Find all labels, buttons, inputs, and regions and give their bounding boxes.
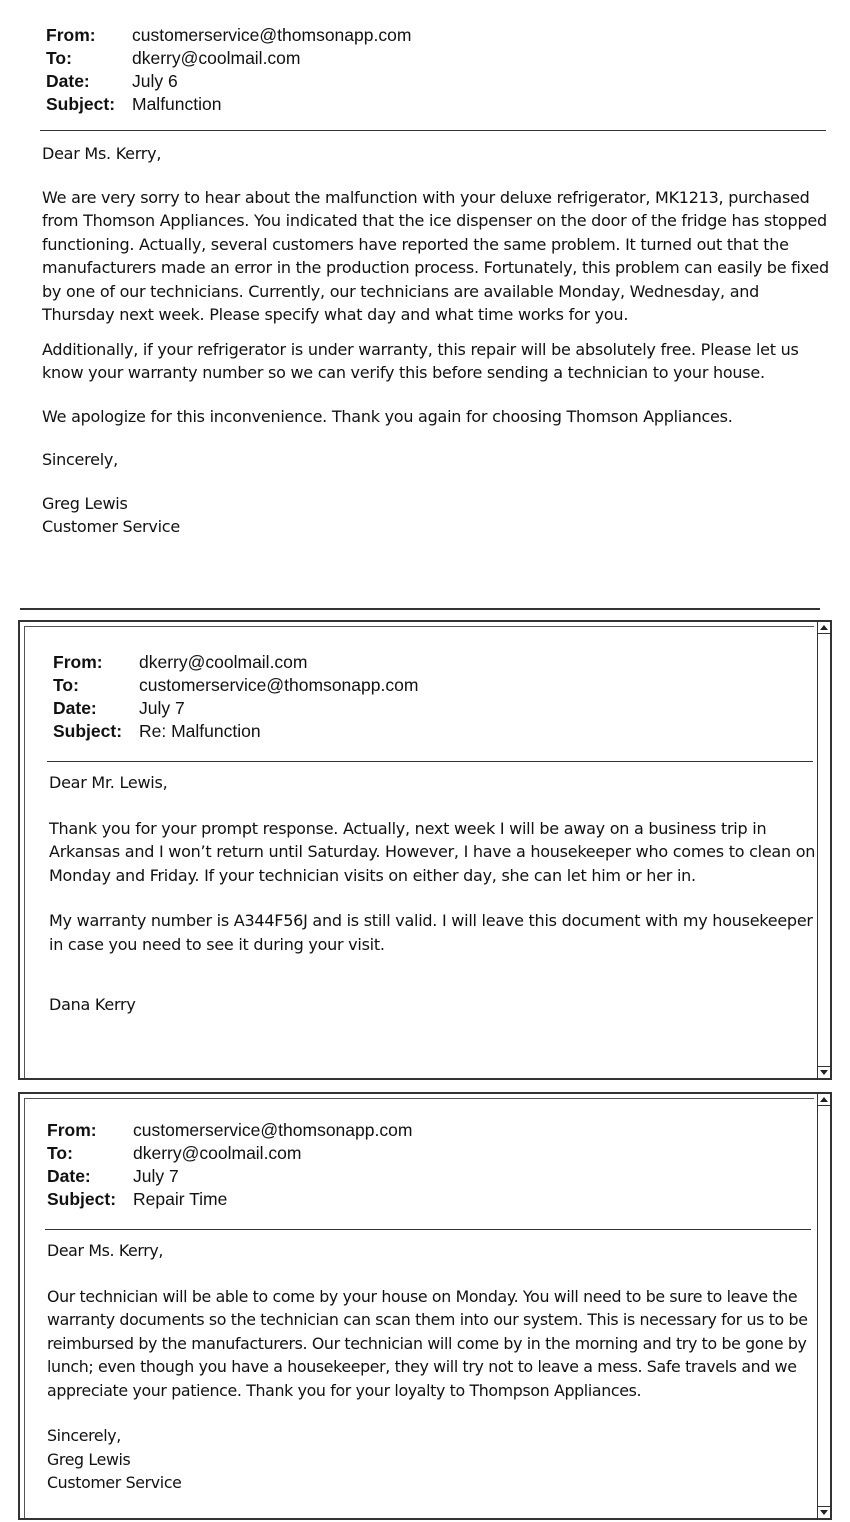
paragraph: Thank you for your prompt response. Actually, next week I will be away on a business trip in Arkansas and I won’t return until Saturday. However, I have a housekeeper who comes to clean on Monday and Friday. If your technician visits on either day, she can let him or her in. — [49, 818, 816, 885]
signature-title: Customer Service — [47, 1473, 182, 1492]
scroll-up-arrow-icon[interactable] — [818, 1094, 830, 1106]
date-label: Date: — [46, 71, 90, 91]
paragraph: Our technician will be able to come by your house on Monday. You will need to be sure to leave the warranty documents so the technician can scan them into our system. This is necessary for us to be reimbursed by the manufacturers. Our technician will come by in the morning and try to be gone by lunch; even though you have a housekeeper, they will try not to leave a mess. Safe travels and we appreciate your patience. Thank you for your loyalty to Thompson Appliances. — [47, 1286, 808, 1400]
email-3-window — [18, 1092, 832, 1520]
email-pane — [24, 626, 814, 1078]
email-pane — [24, 1098, 814, 1518]
header-divider — [47, 761, 813, 762]
from-label: From: — [47, 1120, 97, 1140]
date-label: Date: — [47, 1166, 91, 1186]
email-separator — [20, 608, 820, 610]
to-address: customerservice@thomsonapp.com — [139, 675, 419, 695]
scrollbar[interactable] — [817, 622, 830, 1078]
date-value: July 6 — [132, 71, 178, 91]
date-value: July 7 — [139, 698, 185, 718]
header-divider — [40, 130, 826, 131]
scrollbar[interactable] — [817, 1094, 830, 1518]
subject-value: Re: Malfunction — [139, 721, 261, 741]
email-body — [47, 1239, 817, 1495]
greeting: Dear Mr. Lewis, — [49, 773, 168, 792]
email-body — [42, 142, 832, 539]
header-divider — [45, 1229, 811, 1230]
signature-name: Dana Kerry — [49, 995, 136, 1014]
from-address: customerservice@thomsonapp.com — [132, 25, 412, 45]
scroll-up-arrow-icon[interactable] — [818, 622, 830, 634]
to-address: dkerry@coolmail.com — [133, 1143, 302, 1163]
subject-value: Malfunction — [132, 94, 222, 114]
email-header — [53, 651, 418, 743]
scroll-down-arrow-icon[interactable] — [818, 1506, 830, 1518]
closing: Sincerely, — [42, 450, 118, 469]
subject-label: Subject: — [47, 1189, 117, 1209]
from-address: customerservice@thomsonapp.com — [133, 1120, 413, 1140]
email-2-window — [18, 620, 832, 1080]
to-label: To: — [53, 675, 79, 695]
paragraph: We apologize for this inconvenience. Thank you again for choosing Thomson Appliances. — [42, 406, 733, 426]
email-body — [49, 771, 819, 1017]
signature-name: Greg Lewis — [47, 1449, 131, 1469]
from-label: From: — [53, 652, 103, 672]
paragraph: We are very sorry to hear about the malfunction with your deluxe refrigerator, MK1213, purchased from Thomson Appliances. You indicated that the ice dispenser on the door of the fridge has stopped functioning. Actually, several customers have reported the same problem. It turned out that the manufacturers made an error in the production process. Fortunately, this problem can easily be fixed by one of our technicians. Currently, our technicians are available Monday, Wednesday, and Thursday next week. Please specify what day and what time works for you. — [42, 187, 829, 324]
subject-label: Subject: — [46, 94, 116, 114]
scroll-down-arrow-icon[interactable] — [818, 1066, 830, 1078]
email-header — [47, 1119, 412, 1211]
email-1 — [0, 0, 850, 620]
to-address: dkerry@coolmail.com — [132, 48, 301, 68]
greeting: Dear Ms. Kerry, — [47, 1241, 164, 1260]
signature-title: Customer Service — [42, 517, 180, 536]
subject-label: Subject: — [53, 721, 123, 741]
date-value: July 7 — [133, 1166, 179, 1186]
to-label: To: — [46, 48, 72, 68]
email-header — [46, 24, 411, 116]
to-label: To: — [47, 1143, 73, 1163]
closing: Sincerely, — [47, 1426, 121, 1445]
subject-value: Repair Time — [133, 1189, 228, 1209]
from-address: dkerry@coolmail.com — [139, 652, 308, 672]
from-label: From: — [46, 25, 96, 45]
paragraph: Additionally, if your refrigerator is under warranty, this repair will be absolutely free. Please let us know your warranty number so we can verify this before sending a technician to your house. — [42, 339, 799, 382]
greeting: Dear Ms. Kerry, — [42, 144, 162, 163]
date-label: Date: — [53, 698, 97, 718]
paragraph: My warranty number is A344F56J and is still valid. I will leave this document with my housekeeper in case you need to see it during your visit. — [49, 911, 813, 954]
signature-name: Greg Lewis — [42, 493, 128, 513]
